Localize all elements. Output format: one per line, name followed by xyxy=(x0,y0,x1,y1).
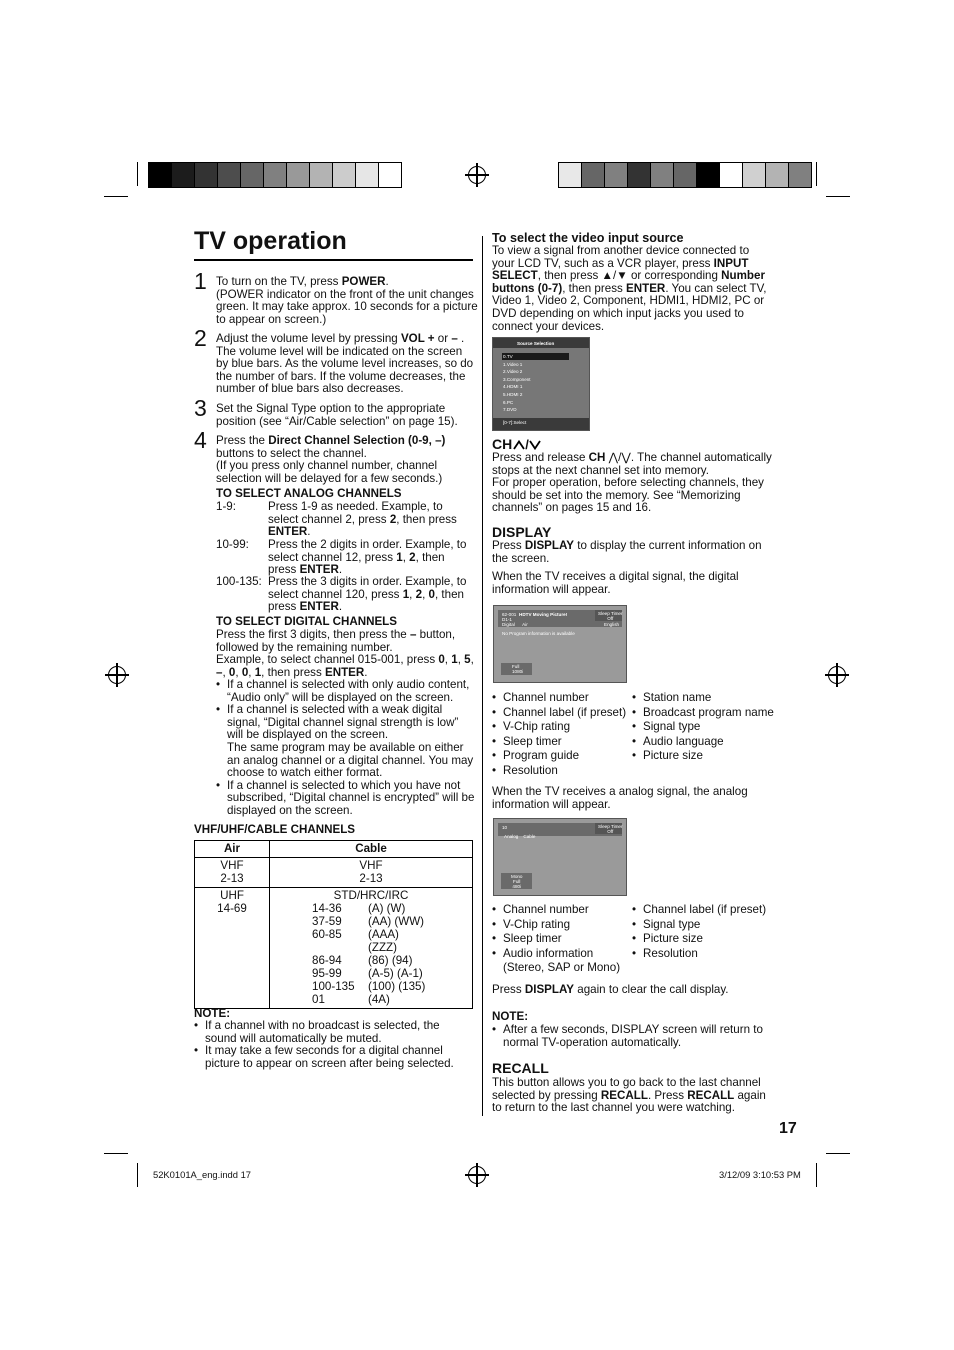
color-swatch xyxy=(697,163,720,187)
step-line: To turn on the TV, press POWER. xyxy=(216,275,389,288)
crop-mark xyxy=(826,1153,850,1154)
analog-heading: TO SELECT ANALOG CHANNELS xyxy=(216,487,402,500)
step-line: Adjust the volume level by pressing VOL + or – . The volume level will be indicated on the screen by blue bars. As the volume level increases, so do the number of bars. If the volume decreases, the number of blue bars also decreases. xyxy=(216,332,474,396)
table-cell: VHF 2-13 xyxy=(270,858,473,888)
step-number: 2 xyxy=(194,325,207,351)
digital-features-right xyxy=(632,691,782,764)
step-1-text xyxy=(216,276,478,326)
color-swatch xyxy=(743,163,766,187)
digital-heading: TO SELECT DIGITAL CHANNELS xyxy=(216,615,397,628)
analog-instruction: Press the 2 digits in order. Example, to select channel 12, press 1, 2, then press ENTER. xyxy=(268,538,467,577)
list-item: • Channel label (if preset) xyxy=(492,706,637,721)
color-swatch xyxy=(651,163,674,187)
crop-mark xyxy=(816,1163,817,1187)
color-swatch xyxy=(720,163,743,187)
list-item: • Audio language xyxy=(632,735,782,750)
list-item: • Picture size xyxy=(632,749,782,764)
registration-mark-icon xyxy=(108,666,126,684)
screen-title: Source Selection xyxy=(517,340,555,346)
list-item: • V-Chip rating xyxy=(492,720,637,735)
cable-std: STD/HRC/IRC xyxy=(333,889,409,902)
analog-channel: 10 xyxy=(502,825,508,830)
color-bar-right xyxy=(558,162,812,188)
footer-date: 3/12/09 3:10:53 PM xyxy=(719,1169,801,1180)
list-item: • If a channel is selected with a weak digital signal, “Digital channel signal strength is low” will be displayed on the screen. The same program may be available on either an analog channel or a digital channel. You may choose to watch either format. xyxy=(216,704,476,780)
cable-range: 95-99 xyxy=(312,967,342,980)
color-swatch xyxy=(149,163,172,187)
source-item: 7.DVD xyxy=(503,407,517,413)
analog-signal: Analog Cable xyxy=(504,834,536,839)
list-item: • Sleep timer xyxy=(492,932,632,947)
color-swatch xyxy=(789,163,811,187)
source-item: 2.Video 2 xyxy=(503,369,523,375)
digital-features-left xyxy=(492,691,637,778)
digital-guide: No Program information is available xyxy=(502,631,575,636)
page-number: 17 xyxy=(779,1120,797,1137)
color-bar-left xyxy=(148,162,402,188)
color-swatch xyxy=(379,163,401,187)
source-item: 3.Component xyxy=(503,376,531,382)
digital-info-screen xyxy=(493,605,627,683)
analog-sleep: Sleep Timer Off xyxy=(598,824,623,835)
table-cell xyxy=(270,888,473,1009)
title-rule xyxy=(194,259,473,261)
cable-range: 60-85 xyxy=(312,928,342,941)
analog-info-screen xyxy=(493,818,627,896)
color-swatch xyxy=(559,163,582,187)
ch-label: CH xyxy=(492,436,513,452)
note-bullets xyxy=(194,1020,464,1070)
table-row xyxy=(195,858,473,888)
color-swatch xyxy=(172,163,195,187)
color-swatch xyxy=(310,163,333,187)
cable-code: (AA) (WW) xyxy=(368,915,425,928)
color-swatch xyxy=(766,163,789,187)
crop-mark xyxy=(826,196,850,197)
chevron-up-icon xyxy=(513,440,525,450)
cable-rows xyxy=(272,902,470,1006)
page-title: TV operation xyxy=(194,227,347,255)
ch-text: Press and release CH ⋀/⋁. The channel automatically stops at the next channel set into memory. For proper operation, before selecting channels, they should be set into the memory. See “Memorizing channels” on pages 15 and 16. xyxy=(492,451,772,515)
column-header: Air xyxy=(195,841,270,858)
table-header-row xyxy=(195,841,473,858)
color-swatch xyxy=(264,163,287,187)
step-number: 1 xyxy=(194,268,207,294)
column-divider xyxy=(482,236,483,1116)
note-bullets xyxy=(492,1024,774,1049)
note-heading: NOTE: xyxy=(194,1007,231,1020)
channel-table xyxy=(194,840,473,1009)
list-item: • Sleep timer xyxy=(492,735,637,750)
screen-footer: [0-7]:Select xyxy=(503,420,527,425)
analog-range: 100-135: xyxy=(216,575,262,588)
registration-mark-icon xyxy=(468,166,486,184)
source-item: 4.HDMI 1 xyxy=(503,384,523,390)
video-input-text: To view a signal from another device connected to your LCD TV, such as a VCR player, press INPUT SELECT, then press ▲/▼ or corresponding Number buttons (0-7), then press ENTER. You can select TV, Video 1, Video 2, Component, HDMI1, HDMI2, PC or DVD depending on which input jacks you used to connect your devices. xyxy=(492,244,767,333)
analog-res: Mono Full 480i xyxy=(511,874,523,890)
color-swatch xyxy=(287,163,310,187)
chevron-down-icon xyxy=(529,440,541,450)
list-item: • Signal type xyxy=(632,918,782,933)
analog-features-right xyxy=(632,903,782,961)
crop-mark xyxy=(137,1163,138,1187)
step-line: (If you press only channel number, channel selection will be delayed for a few seconds.) xyxy=(216,459,443,485)
step-number: 3 xyxy=(194,395,207,421)
color-swatch xyxy=(333,163,356,187)
color-swatch xyxy=(241,163,264,187)
cable-range: 14-36 xyxy=(312,902,342,915)
color-swatch xyxy=(582,163,605,187)
list-item: • V-Chip rating xyxy=(492,918,632,933)
table-cell: UHF 14-69 xyxy=(195,888,270,1009)
crop-mark xyxy=(816,162,817,186)
registration-mark-icon xyxy=(468,1166,486,1184)
footer-file: 52K0101A_eng.indd 17 xyxy=(153,1169,252,1180)
crop-mark xyxy=(104,196,128,197)
list-item: • Program guide xyxy=(492,749,637,764)
table-cell: VHF 2-13 xyxy=(195,858,270,888)
display-text-2: When the TV receives a digital signal, the digital information will appear. xyxy=(492,570,739,596)
list-item: • Resolution xyxy=(492,764,637,779)
list-item: • It may take a few seconds for a digital channel picture to appear on screen after being selected. xyxy=(194,1045,464,1070)
list-item: • Station name xyxy=(632,691,782,706)
list-item: • After a few seconds, DISPLAY screen will return to normal TV-operation automatically. xyxy=(492,1024,774,1049)
digital-res: Full 1080i xyxy=(512,664,524,675)
step-line: (POWER indicator on the front of the unit changes green. It may take approx. 10 seconds for a picture to appear on screen.) xyxy=(216,287,478,326)
digital-sleep: Sleep Timer Off xyxy=(598,611,623,622)
list-item: • If a channel with no broadcast is selected, the sound will automatically be muted. xyxy=(194,1020,464,1045)
ch-heading: CH / xyxy=(492,436,541,453)
column-header: Cable xyxy=(270,841,473,858)
source-selection-screen xyxy=(492,337,590,431)
digital-text: Press the first 3 digits, then press the – button, followed by the remaining number. Example, to select channel 015-001, press 0, 1, 5, –, 0, 0, 1, then press ENTER. xyxy=(216,628,474,679)
cable-range: 86-94 xyxy=(312,954,342,967)
analog-range: 10-99: xyxy=(216,538,249,551)
digital-channel: 62-001 D1-1 Digital Air xyxy=(502,612,528,628)
digital-program: HDTV Moving Picture! xyxy=(519,612,568,617)
source-item: 5.HDMI 2 xyxy=(503,392,523,397)
table-row xyxy=(195,888,473,1009)
list-item: • Channel number xyxy=(492,691,637,706)
list-item: • If a channel is selected to which you have not subscribed, “Digital channel is encrypted” will be displayed on the screen. xyxy=(216,780,476,818)
source-item: 6.PC xyxy=(503,399,514,405)
list-item: • Channel number xyxy=(492,903,632,918)
analog-instruction: Press 1-9 as needed. Example, to select channel 2, press 2, then press ENTER. xyxy=(268,500,457,539)
step-2-text xyxy=(216,333,474,396)
cable-range: 01 xyxy=(312,993,325,1006)
display-text-1: Press DISPLAY to display the current information on the screen. xyxy=(492,539,762,565)
registration-mark-icon xyxy=(828,666,846,684)
display-text-4: Press DISPLAY again to clear the call display. xyxy=(492,983,729,996)
table-heading: VHF/UHF/CABLE CHANNELS xyxy=(194,823,356,836)
source-item: 1.Video 1 xyxy=(503,361,523,367)
color-swatch xyxy=(218,163,241,187)
cable-range: 100-135 xyxy=(312,980,355,993)
cable-code: (AAA) (ZZZ) xyxy=(368,928,399,954)
cable-code: (86) (94) xyxy=(368,954,413,967)
color-swatch xyxy=(628,163,651,187)
list-item: • Signal type xyxy=(632,720,782,735)
list-item: • Channel label (if preset) xyxy=(632,903,782,918)
step-line: Press the Direct Channel Selection (0-9, –) buttons to select the channel. xyxy=(216,434,446,460)
color-swatch xyxy=(605,163,628,187)
list-item: • Broadcast program name xyxy=(632,706,782,721)
list-item: • If a channel is selected with only audio content, “Audio only” will be displayed on the screen. xyxy=(216,679,476,704)
color-swatch xyxy=(356,163,379,187)
recall-heading: RECALL xyxy=(492,1060,549,1076)
video-input-heading: To select the video input source xyxy=(492,231,684,245)
crop-mark xyxy=(137,162,138,186)
analog-range: 1-9: xyxy=(216,500,236,513)
step-3-text xyxy=(216,403,466,428)
cable-code: (4A) xyxy=(368,993,390,1006)
color-swatch xyxy=(195,163,218,187)
step-line: Set the Signal Type option to the appropriate position (see “Air/Cable selection” on page 15). xyxy=(216,402,458,428)
digital-language: English xyxy=(604,622,620,627)
recall-text: This button allows you to go back to the last channel selected by pressing RECALL. Press RECALL again to return to the last channel you were watching. xyxy=(492,1076,766,1115)
display-text-3: When the TV receives a analog signal, the analog information will appear. xyxy=(492,785,748,811)
cable-code: (A-5) (A-1) xyxy=(368,967,423,980)
note-heading: NOTE: xyxy=(492,1010,529,1023)
color-swatch xyxy=(674,163,697,187)
cable-code: (100) (135) xyxy=(368,980,426,993)
list-item: • Picture size xyxy=(632,932,782,947)
cable-code: (A) (W) xyxy=(368,902,406,915)
source-item: 0.TV xyxy=(503,354,513,359)
analog-instruction: Press the 3 digits in order. Example, to select channel 120, press 1, 2, 0, then press ENTER. xyxy=(268,575,467,614)
crop-mark xyxy=(104,1153,128,1154)
analog-features-left xyxy=(492,903,632,976)
list-item: • Audio information (Stereo, SAP or Mono) xyxy=(492,947,632,976)
step-4-text xyxy=(216,435,468,485)
list-item: • Resolution xyxy=(632,947,782,962)
display-heading: DISPLAY xyxy=(492,524,552,540)
digital-bullets xyxy=(216,679,476,818)
step-number: 4 xyxy=(194,427,207,453)
cable-range: 37-59 xyxy=(312,915,342,928)
